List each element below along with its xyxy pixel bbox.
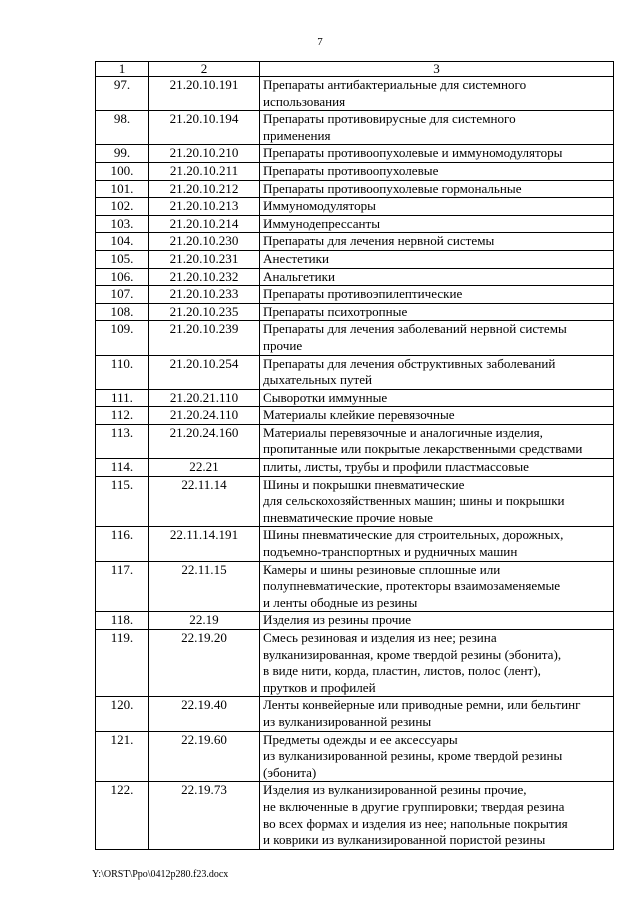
row-number: 103. — [96, 215, 149, 233]
row-description: плиты, листы, трубы и профили пластмассовые — [260, 459, 614, 477]
row-number: 102. — [96, 198, 149, 216]
row-code: 22.19.20 — [149, 630, 260, 697]
table-row — [96, 233, 614, 251]
row-number: 104. — [96, 233, 149, 251]
row-number: 111. — [96, 389, 149, 407]
row-number: 116. — [96, 527, 149, 561]
row-code: 21.20.10.254 — [149, 355, 260, 389]
table-row — [96, 111, 614, 145]
row-description: Материалы клейкие перевязочные — [260, 407, 614, 425]
row-number: 100. — [96, 162, 149, 180]
codes-table — [95, 61, 614, 850]
row-number: 114. — [96, 459, 149, 477]
row-description: Материалы перевязочные и аналогичные изделия, пропитанные или покрытые лекарственными средствами — [260, 424, 614, 458]
row-description: Препараты противоопухолевые — [260, 162, 614, 180]
row-number: 105. — [96, 250, 149, 268]
row-code: 21.20.10.239 — [149, 321, 260, 355]
row-number: 108. — [96, 303, 149, 321]
row-description: Препараты антибактериальные для системного использования — [260, 77, 614, 111]
row-number: 118. — [96, 612, 149, 630]
row-number: 109. — [96, 321, 149, 355]
table-row — [96, 268, 614, 286]
row-code: 22.21 — [149, 459, 260, 477]
table-row — [96, 77, 614, 111]
table-row — [96, 459, 614, 477]
row-code: 21.20.10.212 — [149, 180, 260, 198]
row-code: 22.11.15 — [149, 561, 260, 612]
row-description: Препараты для лечения заболеваний нервной системы прочие — [260, 321, 614, 355]
table-row — [96, 389, 614, 407]
row-description: Камеры и шины резиновые сплошные или полупневматические, протекторы взаимозаменяемые и ленты ободные из резины — [260, 561, 614, 612]
row-code: 21.20.10.233 — [149, 286, 260, 304]
table-row — [96, 286, 614, 304]
row-number: 110. — [96, 355, 149, 389]
header-col-1: 1 — [96, 62, 149, 77]
table-row — [96, 697, 614, 731]
table-row — [96, 180, 614, 198]
row-description: Шины и покрышки пневматические для сельскохозяйственных машин; шины и покрышки пневматические прочие новые — [260, 476, 614, 527]
row-number: 99. — [96, 145, 149, 163]
row-description: Препараты противоопухолевые и иммуномодуляторы — [260, 145, 614, 163]
row-code: 21.20.10.211 — [149, 162, 260, 180]
row-number: 117. — [96, 561, 149, 612]
row-code: 21.20.10.235 — [149, 303, 260, 321]
table-row — [96, 215, 614, 233]
row-number: 115. — [96, 476, 149, 527]
row-description: Изделия из резины прочие — [260, 612, 614, 630]
row-description: Препараты для лечения нервной системы — [260, 233, 614, 251]
row-number: 120. — [96, 697, 149, 731]
table-row — [96, 561, 614, 612]
table-row — [96, 250, 614, 268]
table-row — [96, 731, 614, 782]
table-row — [96, 476, 614, 527]
page-number: 7 — [317, 36, 323, 48]
row-code: 21.20.10.214 — [149, 215, 260, 233]
row-code: 21.20.10.230 — [149, 233, 260, 251]
row-description: Изделия из вулканизированной резины прочие, не включенные в другие группировки; твердая резина во всех формах и изделия из нее; напольные покрытия и коврики из вулканизированной пористой резины — [260, 782, 614, 849]
row-code: 22.11.14.191 — [149, 527, 260, 561]
row-code: 21.20.24.110 — [149, 407, 260, 425]
table-row — [96, 303, 614, 321]
table-row — [96, 527, 614, 561]
row-code: 22.19.60 — [149, 731, 260, 782]
row-description: Препараты психотропные — [260, 303, 614, 321]
row-code: 21.20.10.231 — [149, 250, 260, 268]
row-number: 122. — [96, 782, 149, 849]
row-description: Шины пневматические для строительных, дорожных, подъемно-транспортных и рудничных машин — [260, 527, 614, 561]
table-row — [96, 424, 614, 458]
header-col-2: 2 — [149, 62, 260, 77]
table-header-row — [96, 62, 614, 77]
row-description: Препараты противоэпилептические — [260, 286, 614, 304]
table-row — [96, 355, 614, 389]
row-number: 97. — [96, 77, 149, 111]
row-code: 21.20.10.191 — [149, 77, 260, 111]
row-code: 21.20.10.213 — [149, 198, 260, 216]
row-code: 21.20.10.232 — [149, 268, 260, 286]
table-row — [96, 198, 614, 216]
row-description: Смесь резиновая и изделия из нее; резина вулканизированная, кроме твердой резины (эбонита), в виде нити, корда, пластин, листов, полос (лент), прутков и профилей — [260, 630, 614, 697]
row-number: 112. — [96, 407, 149, 425]
row-code: 22.19 — [149, 612, 260, 630]
row-description: Анестетики — [260, 250, 614, 268]
table-row — [96, 630, 614, 697]
row-number: 101. — [96, 180, 149, 198]
row-number: 119. — [96, 630, 149, 697]
row-number: 107. — [96, 286, 149, 304]
footer-file-path: Y:\ORST\Ppo\0412p280.f23.docx — [92, 869, 229, 880]
row-number: 98. — [96, 111, 149, 145]
row-description: Препараты противоопухолевые гормональные — [260, 180, 614, 198]
row-description: Препараты для лечения обструктивных заболеваний дыхательных путей — [260, 355, 614, 389]
table-row — [96, 162, 614, 180]
table-row — [96, 612, 614, 630]
row-code: 22.19.40 — [149, 697, 260, 731]
row-description: Препараты противовирусные для системного применения — [260, 111, 614, 145]
row-number: 113. — [96, 424, 149, 458]
header-col-3: 3 — [260, 62, 614, 77]
row-code: 21.20.24.160 — [149, 424, 260, 458]
row-code: 22.11.14 — [149, 476, 260, 527]
row-code: 21.20.10.210 — [149, 145, 260, 163]
row-code: 21.20.21.110 — [149, 389, 260, 407]
table-row — [96, 782, 614, 849]
row-description: Анальгетики — [260, 268, 614, 286]
row-description: Иммунодепрессанты — [260, 215, 614, 233]
row-number: 121. — [96, 731, 149, 782]
row-description: Сыворотки иммунные — [260, 389, 614, 407]
table-body — [96, 77, 614, 850]
row-description: Иммуномодуляторы — [260, 198, 614, 216]
table-row — [96, 321, 614, 355]
row-code: 22.19.73 — [149, 782, 260, 849]
row-number: 106. — [96, 268, 149, 286]
row-description: Предметы одежды и ее аксессуары из вулканизированной резины, кроме твердой резины (эбонита) — [260, 731, 614, 782]
row-code: 21.20.10.194 — [149, 111, 260, 145]
table-row — [96, 145, 614, 163]
table-row — [96, 407, 614, 425]
row-description: Ленты конвейерные или приводные ремни, или бельтинг из вулканизированной резины — [260, 697, 614, 731]
